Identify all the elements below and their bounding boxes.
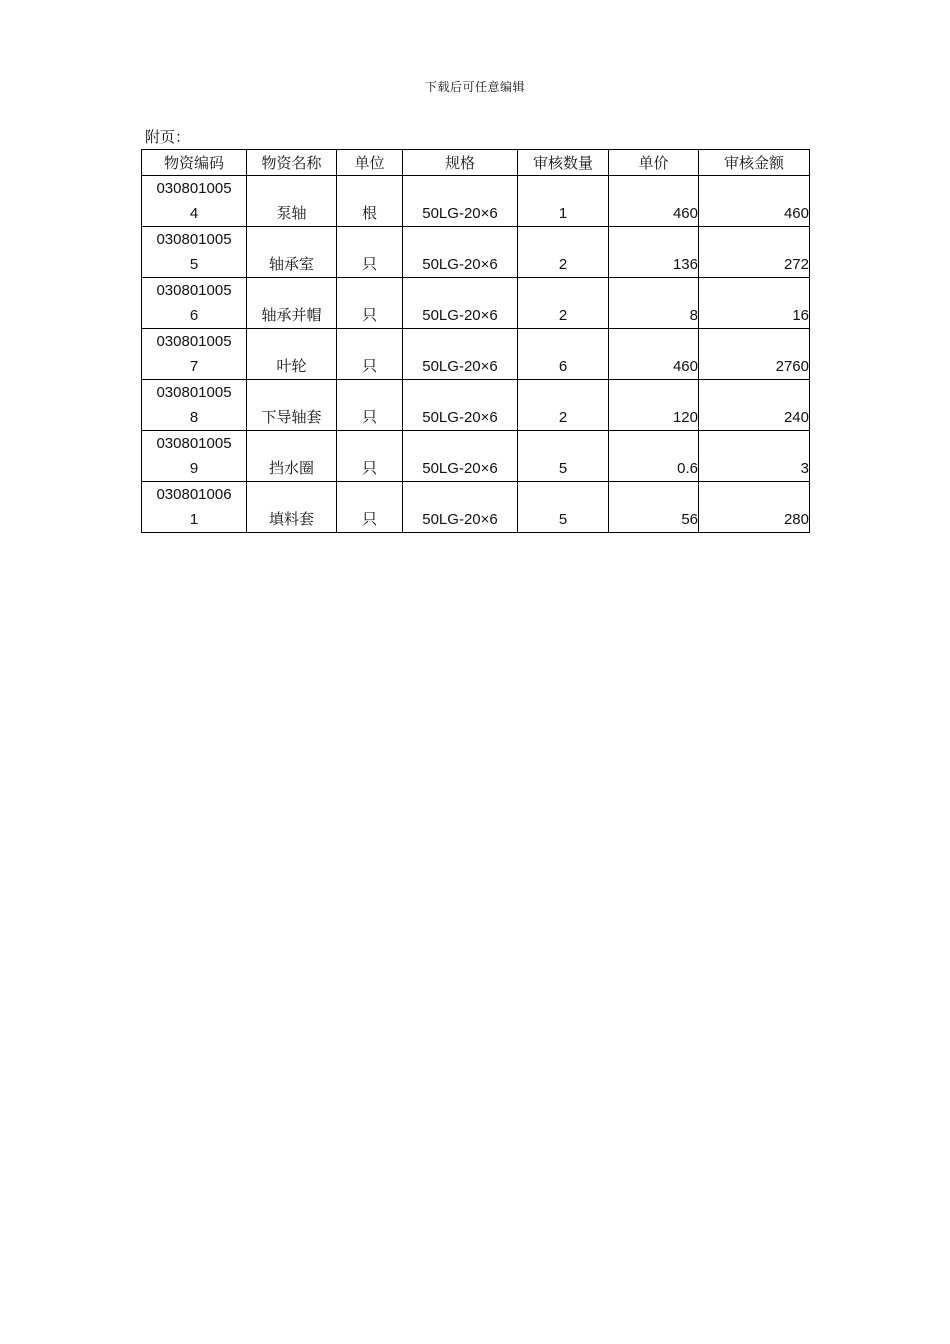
cell-spec: 50LG-20×6: [403, 380, 518, 431]
cell-code: [142, 227, 247, 278]
code-line-2: 1: [189, 511, 199, 528]
cell-amount: 2760: [699, 329, 810, 380]
cell-code: [142, 176, 247, 227]
cell-amount: 280: [699, 482, 810, 533]
cell-spec: 50LG-20×6: [403, 329, 518, 380]
cell-price: 460: [609, 329, 699, 380]
cell-price: 8: [609, 278, 699, 329]
cell-name: 泵轴: [247, 176, 337, 227]
cell-unit: 只: [337, 431, 403, 482]
cell-amount: 460: [699, 176, 810, 227]
code-line-2: 9: [189, 460, 199, 477]
code-line-1: 030801006: [156, 486, 232, 503]
cell-unit: 只: [337, 227, 403, 278]
cell-name: 下导轴套: [247, 380, 337, 431]
table-header-row: [142, 150, 810, 176]
cell-price: 56: [609, 482, 699, 533]
cell-spec: 50LG-20×6: [403, 227, 518, 278]
column-header-spec: 规格: [403, 150, 518, 176]
code-line-2: 5: [189, 256, 199, 273]
cell-quantity: 2: [518, 227, 609, 278]
cell-name: 轴承并帽: [247, 278, 337, 329]
code-line-2: 8: [189, 409, 199, 426]
cell-code: [142, 482, 247, 533]
cell-amount: 272: [699, 227, 810, 278]
cell-spec: 50LG-20×6: [403, 278, 518, 329]
code-line-2: 6: [189, 307, 199, 324]
cell-quantity: 1: [518, 176, 609, 227]
appendix-label: 附页：: [145, 128, 191, 146]
table-row: [142, 227, 810, 278]
cell-unit: 只: [337, 278, 403, 329]
cell-quantity: 6: [518, 329, 609, 380]
cell-code: [142, 380, 247, 431]
code-line-1: 030801005: [156, 180, 232, 197]
code-line-2: 4: [189, 205, 199, 222]
cell-code: [142, 278, 247, 329]
column-header-quantity: 审核数量: [518, 150, 609, 176]
cell-amount: 16: [699, 278, 810, 329]
cell-spec: 50LG-20×6: [403, 482, 518, 533]
cell-unit: 只: [337, 380, 403, 431]
column-header-code: 物资编码: [142, 150, 247, 176]
page-header: 下载后可任意编辑: [424, 80, 525, 94]
code-line-1: 030801005: [156, 384, 232, 401]
cell-unit: 根: [337, 176, 403, 227]
cell-amount: 240: [699, 380, 810, 431]
code-line-2: 7: [189, 358, 199, 375]
column-header-price: 单价: [609, 150, 699, 176]
cell-unit: 只: [337, 329, 403, 380]
table-row: [142, 431, 810, 482]
cell-price: 120: [609, 380, 699, 431]
cell-price: 0.6: [609, 431, 699, 482]
table-row: [142, 482, 810, 533]
code-line-1: 030801005: [156, 435, 232, 452]
table-row: [142, 176, 810, 227]
cell-code: [142, 329, 247, 380]
cell-name: 轴承室: [247, 227, 337, 278]
column-header-unit: 单位: [337, 150, 403, 176]
cell-price: 460: [609, 176, 699, 227]
column-header-name: 物资名称: [247, 150, 337, 176]
cell-code: [142, 431, 247, 482]
cell-unit: 只: [337, 482, 403, 533]
cell-quantity: 2: [518, 380, 609, 431]
cell-amount: 3: [699, 431, 810, 482]
column-header-amount: 审核金额: [699, 150, 810, 176]
cell-price: 136: [609, 227, 699, 278]
cell-quantity: 5: [518, 431, 609, 482]
code-line-1: 030801005: [156, 231, 232, 248]
cell-quantity: 2: [518, 278, 609, 329]
code-line-1: 030801005: [156, 333, 232, 350]
table-row: [142, 380, 810, 431]
table-row: [142, 329, 810, 380]
cell-name: 叶轮: [247, 329, 337, 380]
cell-spec: 50LG-20×6: [403, 431, 518, 482]
table-row: [142, 278, 810, 329]
cell-name: 填料套: [247, 482, 337, 533]
materials-table: [141, 149, 810, 533]
cell-spec: 50LG-20×6: [403, 176, 518, 227]
code-line-1: 030801005: [156, 282, 232, 299]
cell-name: 挡水圈: [247, 431, 337, 482]
cell-quantity: 5: [518, 482, 609, 533]
